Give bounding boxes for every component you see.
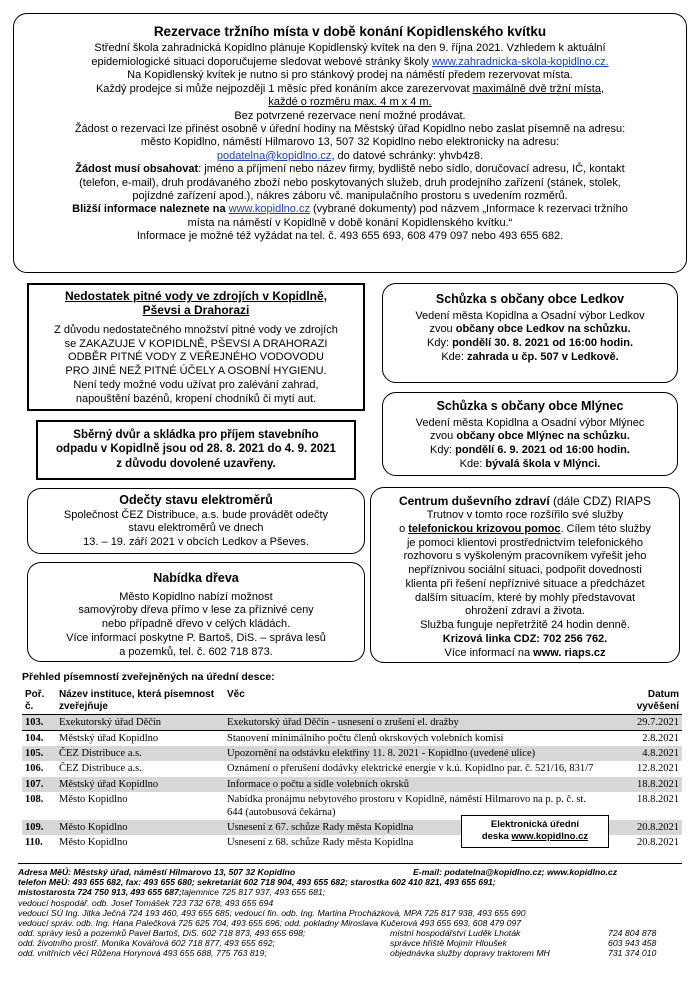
line: Krizová linka CDZ: 702 256 762. [442, 632, 608, 645]
footer-phones: telefon MěÚ: 493 655 682, fax: 493 655 680; sekretariát 602 718 904, 493 655 682; starostka 602 410 821, 493 655 691; [18, 877, 496, 888]
line: Není tedy možné vodu užívat pro zalévání zahrad, [73, 378, 319, 391]
line: Žádost musí obsahovat: jméno a příjmení nebo název firmy, bydliště nebo sídlo, doručovací adresu, IČ, kontakt [75, 163, 625, 176]
footer-contacts [18, 867, 682, 959]
documents-table-title: Přehled písemností zveřejněných na úřední desce: [22, 671, 275, 683]
line: nepříznivou sociální situaci, podpořit dovednosti [408, 564, 642, 576]
table-row: 105. ČEZ Distribuce a.s. Upozornění na odstávku elektřiny 11. 8. 2021 - Kopidlno (uvedené ulice) 4.8.2021 [22, 746, 682, 761]
line: klienta při řešení nepříznivé situace a předcházet [405, 577, 645, 590]
table-row: 109. Město Kopidlno Usnesení z 67. schůze Rady města Kopidlna 20.8.2021 [22, 820, 682, 835]
line: Služba funguje nepřetržitě 24 hodin denně. [420, 619, 630, 631]
line: Vedení města Kopidlna a Osadní výbor Mlýnec [415, 416, 645, 429]
line: je pomoci klientovi prostřednictvím telefonického [406, 536, 643, 549]
line: deska www.kopidlno.cz [481, 830, 589, 842]
meter-reading-title: Odečty stavu elektroměrů [119, 493, 273, 507]
table-row: 107. Městský úřad Kopidlno Informace o počtu a sídle volebních okrsků 18.8.2021 [22, 777, 682, 792]
line: Kdy: pondělí 30. 8. 2021 od 16:00 hodin. [426, 337, 634, 350]
water-title: Nedostatek pitné vody ve zdrojích v Kopidlně, Pševsi a Drahorazi [64, 289, 328, 318]
line: Žádost o rezervaci lze přinést osobně v úřední hodiny na Městský úřad Kopidlno nebo zaslat písemně na adresu: [74, 122, 626, 135]
line: Vedení města Kopidlna a Osadní výbor Ledkov [415, 309, 645, 322]
line: pojízdné zařízení apod.), nákres záboru vč. manipulačního prostoru s uvedením rozměrů. [132, 189, 568, 202]
mlynec-title: Schůzka s občany obce Mlýnec [436, 399, 624, 413]
line: (telefon, e-mail), druh prodávaného zboží nebo poskytovaných služeb, druh prodejního zařízení (stánek, stolek, [79, 176, 621, 189]
table-row: 103. Exekutorský úřad Děčín Exekutorský úřad Děčín - usnesení o zrušení el. dražby 29.7.2021 [22, 715, 682, 731]
line: dalším situacím, které by mohly představovat [414, 591, 636, 604]
meter-reading-notice [27, 488, 365, 554]
line: Trutnov v tomto roce rozšířilo své služby [426, 509, 624, 521]
line: Střední škola zahradnická Kopidlno plánuje Kopidlenský kvítek na den 9. října 2021. Vzhledem k aktuální [94, 42, 606, 55]
line: napouštění bazénů, kropení chodníků či mytí aut. [75, 392, 317, 405]
divider [18, 863, 682, 864]
line: epidemiologické situaci doporučujeme sledovat webové stránky školy www.zahradnicka-skola-kopidlno.cz. [91, 55, 609, 68]
line: Více informací na www. riaps.cz [444, 646, 606, 659]
line: město Kopidlno, náměstí Hilmarovo 13, 507 32 Kopidlno nebo elektronicky na adresu: [140, 136, 560, 149]
col-subject: Věc [224, 687, 600, 715]
line: zvou občany obce Ledkov na schůzku. [429, 323, 631, 336]
ledkov-title: Schůzka s občany obce Ledkov [435, 292, 625, 306]
table-row: 106. ČEZ Distribuce a.s. Oznámení o přerušení dodávky elektrické energie v k.ú. Kopidlno par. č. 521/16, 831/7 12.8.2021 [25, 763, 679, 775]
line: Informace je možné též vyžádat na tel. č. 493 655 693, 608 479 097 nebo 493 655 682. [136, 230, 564, 243]
line: ohrožení zdraví a života. [465, 605, 585, 618]
kopidlno-link[interactable]: www.kopidlno.cz [228, 203, 310, 216]
mental-health-center-notice [370, 487, 680, 663]
line: se ZAKAZUJE V KOPIDLNĚ, PŠEVSI A DRAHORAZI [64, 337, 328, 350]
line: z důvodu dovolené uzavřeny. [116, 457, 276, 470]
footer-line: odd. vnitřních věcí Růžena Horynová 493 655 688, 775 763 819; objednávka služby dopravy traktorem MH 731 374 010 [18, 948, 657, 959]
electronic-board-box [461, 815, 609, 848]
line: PRO JINÉ NEŽ PITNÉ ÚČELY A OSOBNÍ HYGIENU. [65, 365, 327, 378]
line: Z důvodu nedostatečného množství pitné vody ve zdrojích [54, 323, 338, 336]
footer-line: odd. životního prostř. Monika Kovářová 602 718 877, 493 655 692; správce hřiště Mojmír Hloušek 603 943 458 [18, 938, 657, 949]
collection-yard-notice [36, 420, 356, 480]
school-website-link[interactable]: www.zahradnicka-skola-kopidlno.cz. [431, 55, 609, 68]
line: Společnost ČEZ Distribuce, a.s. bude provádět odečty [63, 508, 329, 521]
line: místa na náměstí v Kopidlně v době konání Kopidlenského kvítku.“ [187, 216, 513, 229]
ledkov-meeting-notice [382, 283, 678, 383]
table-row: 110. Město Kopidlno Usnesení z 68. schůze Rady města Kopidlna 20.8.2021 [25, 837, 679, 848]
wood-offer-notice [27, 562, 365, 662]
line: 13. – 19. září 2021 v obcích Ledkov a Pševes. [83, 536, 309, 549]
line: o telefonickou krizovou pomoc. Cílem této služby [399, 522, 651, 535]
col-number: Poř. č. [22, 687, 56, 715]
line: stavu elektroměrů ve dnech [128, 522, 264, 535]
water-shortage-notice [27, 283, 365, 411]
line: Více informací poskytne P. Bartoš, DiS. – správa lesů [66, 631, 326, 644]
table-row: 108. Město Kopidlno Nabídka pronájmu nebytového prostoru v Kopidlně, náměstí Hilmarovo na p. p. č. st. 644 (autobusová čekárna) 18.8.2021 [25, 793, 679, 818]
line: Kde: zahrada u čp. 507 v Ledkově. [441, 350, 619, 363]
line: Bližší informace naleznete na www.kopidlno.cz (vybrané dokumenty) pod názvem „Informace k rezervaci tržního [72, 203, 628, 216]
line: Sběrný dvůr a skládka pro příjem stavebního [73, 429, 319, 441]
line: Elektronická úřední [490, 819, 580, 830]
line: podatelna@kopidlno.cz, do datové schránky: yhvb4z8. [216, 149, 484, 162]
line: Kde: bývalá škola v Mlýnci. [459, 457, 601, 470]
line: Kdy: pondělí 6. 9. 2021 od 16:00 hodin. [430, 444, 630, 457]
footer-address: Adresa MěÚ: Městský úřad, náměstí Hilmarovo 13, 507 32 Kopidlno E-mail: podatelna@kopidlno.cz; www.kopidlno.cz [18, 867, 618, 877]
col-institution: Název instituce, která písemnost zveřejňuje [56, 687, 224, 715]
footer-line: místostarosta 724 750 913, 493 655 687; tajemnice 725 817 937, 493 655 681; [18, 887, 326, 898]
line: Každý prodejce si může nejpozději 1 měsíc před konáním akce zarezervovat maximálně dvě tržní místa, [95, 82, 605, 95]
line: samovýroby dřeva přímo v lese za příznivé ceny [78, 604, 314, 617]
col-date: Datum vyvěšení [600, 687, 682, 715]
line: každé o rozměru max. 4 m x 4 m. [268, 96, 432, 109]
electronic-board-link[interactable]: www.kopidlno.cz [511, 830, 589, 842]
line: Město Kopidlno nabízí možnost [119, 590, 273, 603]
line: zvou občany obce Mlýnec na schůzku. [430, 430, 630, 443]
footer-line: vedoucí hospodář. odb. Josef Tomášek 723 732 678, 493 655 694 [18, 897, 274, 908]
mlynec-meeting-notice [382, 392, 678, 476]
footer-line: vedoucí SÚ Ing. Jitka Ječná 724 193 460, 493 655 685; vedoucí fin. odb. Ing. Martina Procházková, MPA 725 817 938, 493 655 690 [18, 907, 526, 918]
line: a pozemků, tel. č. 602 718 873. [119, 645, 273, 658]
line: ODBĚR PITNÉ VODY Z VEŘEJNÉHO VODOVODU [68, 351, 324, 364]
wood-offer-title: Nabídka dřeva [153, 571, 239, 585]
line: nebo případně dřevo v celých kládách. [101, 618, 291, 631]
reservation-title: Rezervace tržního místa v době konání Kopidlenského kvítku [153, 24, 547, 39]
line: Na Kopidlenský kvítek je nutno si pro stánkový prodej na náměstí předem rezervovat místa. [127, 69, 573, 82]
line: Bez potvrzené rezervace není možné prodávat. [234, 109, 466, 122]
line: rozhovoru s vyškoleným pracovníkem vyřešit jeho [403, 550, 647, 563]
footer-line: odd. správy lesů a pozemků Pavel Bartoš, DiS. 602 718 873, 493 655 698; místní hospodářství Luděk Lhoták 724 804 878 [18, 928, 657, 939]
footer-line: vedoucí správ. odb. Ing. Hana Palečková 725 625 704, 493 655 696; odd. pokladny Miroslava Kučerová 493 655 693, 608 479 097 [18, 917, 522, 928]
cdz-title: Centrum duševního zdraví (dále CDZ) RIAPS [398, 494, 652, 508]
reservation-notice [13, 13, 687, 273]
email-link[interactable]: podatelna@kopidlno.cz [216, 149, 332, 162]
line: odpadu v Kopidlně jsou od 28. 8. 2021 do 4. 9. 2021 [56, 443, 336, 456]
table-row: 104. Městský úřad Kopidlno Stanovení minimálního počtu členů okrskových volebních komisí 2.8.2021 [25, 733, 679, 745]
